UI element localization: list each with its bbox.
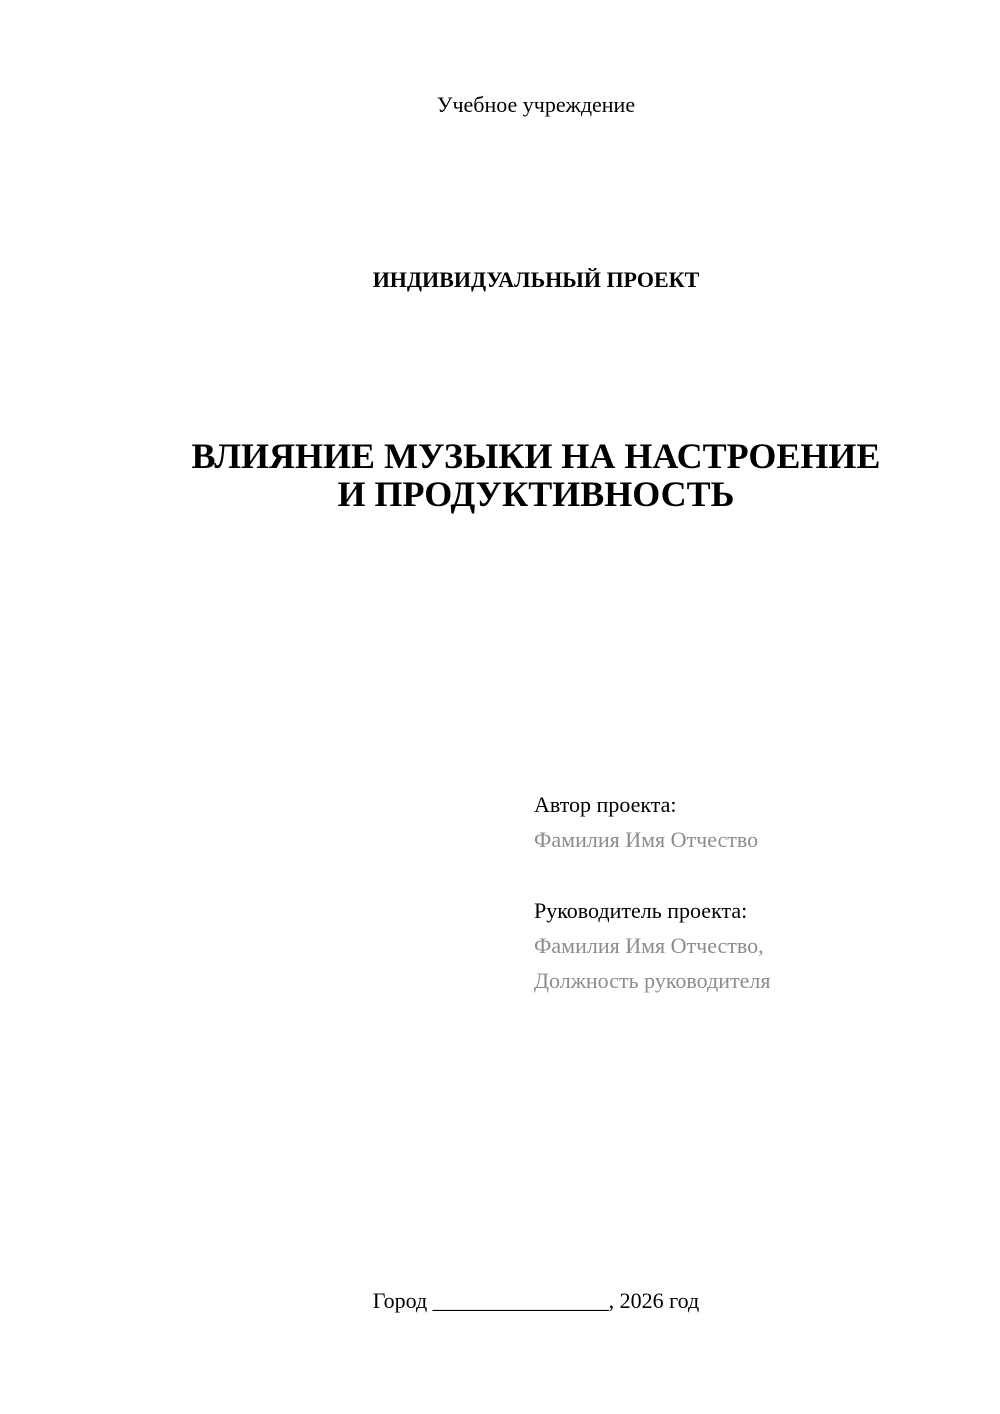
supervisor-label: Руководитель проекта: (534, 898, 748, 923)
project-title (70, 437, 1000, 513)
supervisor-name: Фамилия Имя Отчество, (534, 933, 764, 958)
institution-name: Учебное учреждение (436, 92, 636, 117)
author-label: Автор проекта: (534, 792, 677, 817)
city-year-footer: Город ________________, 2026 год (372, 1288, 700, 1313)
supervisor-position: Должность руководителя (534, 968, 771, 993)
supervisor-block (534, 893, 974, 998)
author-name: Фамилия Имя Отчество (534, 827, 759, 852)
author-block (534, 787, 974, 857)
project-title-line-1: ВЛИЯНИЕ МУЗЫКИ НА НАСТРОЕНИЕ (191, 436, 881, 476)
project-title-line-2: И ПРОДУКТИВНОСТЬ (337, 474, 735, 514)
project-type-heading: ИНДИВИДУАЛЬНЫЙ ПРОЕКТ (372, 267, 700, 292)
